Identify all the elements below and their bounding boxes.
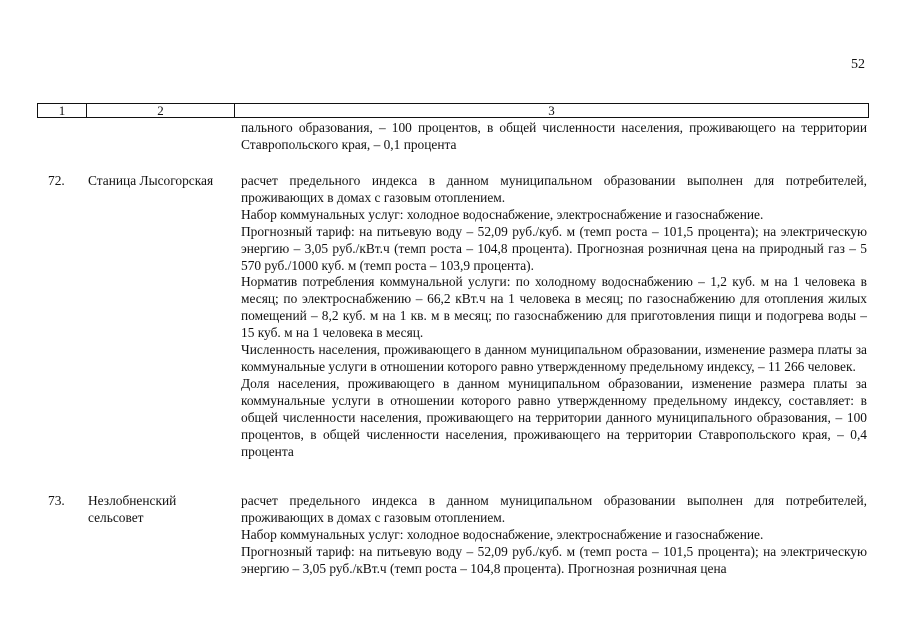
description-paragraph: Численность населения, проживающего в данном муниципальном образовании, изменение размера платы за коммунальные услуги в отношении которого равно утвержденному предельному индексу, – 11 266 человек. [241, 342, 867, 374]
row-number: 72. [48, 173, 65, 188]
description-paragraph: Набор коммунальных услуг: холодное водоснабжение, электроснабжение и газоснабжение. [241, 526, 764, 542]
description-paragraph: Норматив потребления коммунальной услуги: по холодному водоснабжению – 1,2 куб. м на 1 человека в месяц; по электроснабжению – 66,2 кВт.ч на 1 человека в месяц; по газоснабжению для отопления жилых помещений – 8,2 куб. м на 1 кв. м в месяц; по газоснабжению для приготовления пищи и подогрева воды – 15 куб. м на 1 человека в месяц. [241, 274, 867, 341]
description-paragraph: Прогнозный тариф: на питьевую воду – 52,09 руб./куб. м (темп роста – 101,5 процента); на электрическую энергию – 3,05 руб./кВт.ч (темп роста – 104,8 процента). Прогнозная розничная цена [241, 543, 867, 576]
description-paragraph: Прогнозный тариф: на питьевую воду – 52,09 руб./куб. м (темп роста – 101,5 процента); на электрическую энергию – 3,05 руб./кВт.ч (темп роста – 104,8 процента). Прогнозная розничная цена на природный газ – 5 570 руб./1000 куб. м (темп роста – 103,9 процента). [241, 223, 867, 273]
row-description [241, 173, 867, 460]
row-municipality-name: Незлобненский сельсовет [88, 493, 177, 525]
description-paragraph: Набор коммунальных услуг: холодное водоснабжение, электроснабжение и газоснабжение. [241, 206, 764, 222]
continuation-text: пального образования, – 100 процентов, в общей численности населения, проживающего на территории Ставропольского края, – 0,1 процента [241, 120, 867, 152]
column-header-2: 2 [87, 104, 235, 117]
column-header-3: 3 [548, 103, 555, 118]
column-header-row [37, 103, 869, 118]
row-description [241, 493, 867, 578]
description-paragraph: расчет предельного индекса в данном муниципальном образовании выполнен для потребителей, проживающих в домах с газовым отоплением. [241, 173, 867, 205]
row-number: 73. [48, 493, 65, 508]
description-paragraph: Доля населения, проживающего в данном муниципальном образовании, изменение размера платы за коммунальные услуги в отношении которого равно утвержденному предельному индексу, составляет: в общей численности населения, проживающего на территории данного муниципального образования, – 100 процентов, в общей численности населения, проживающего на территории Ставропольского края, – 0,4 процента [241, 375, 867, 459]
page-number: 52 [851, 57, 865, 72]
row-municipality-name: Станица Лысогорская [88, 173, 214, 188]
description-paragraph: расчет предельного индекса в данном муниципальном образовании выполнен для потребителей, проживающих в домах с газовым отоплением. [241, 493, 867, 525]
column-header-1: 1 [38, 104, 87, 117]
